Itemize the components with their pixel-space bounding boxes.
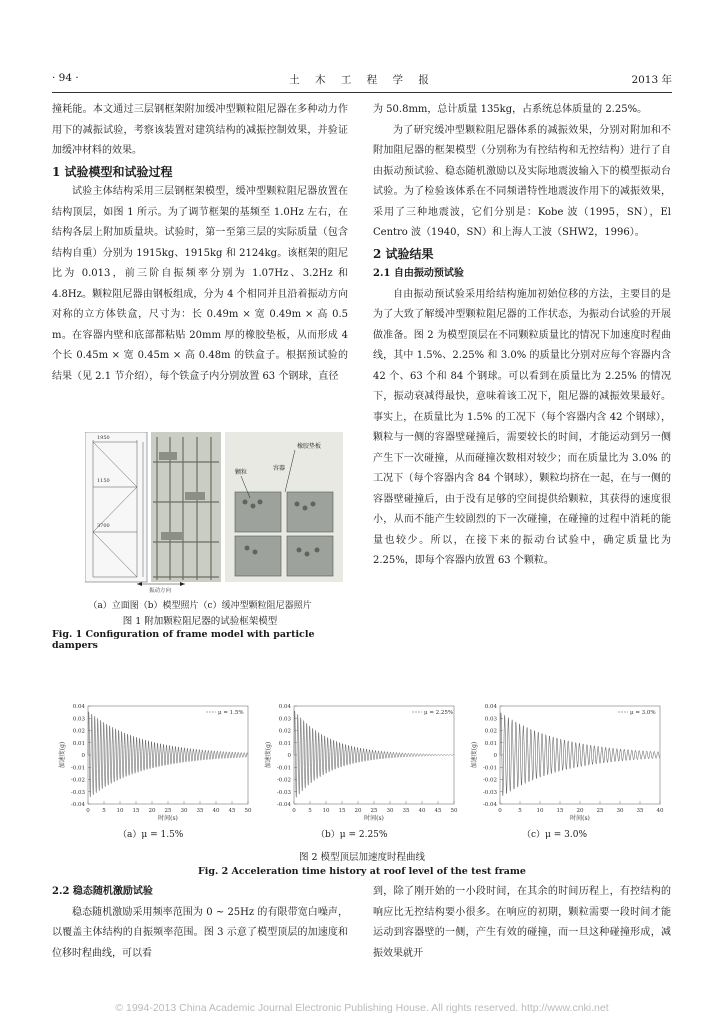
acceleration-series-line [294, 711, 454, 797]
figure-1-caption-cn: 图 1 附加颗粒阻尼器的试验框架模型 [122, 616, 278, 627]
y-tick-label: -0.04 [482, 802, 497, 808]
chart-panel-1 [264, 704, 458, 822]
rubber-label: 橡胶垫板 [297, 443, 322, 450]
acceleration-series-line [500, 713, 660, 796]
figure-2-caption-en: Fig. 2 Acceleration time history at roof level of the test frame [198, 866, 526, 877]
x-tick-label: 20 [148, 808, 156, 814]
x-tick-label: 30 [386, 808, 394, 814]
bottom-right-column [373, 882, 671, 964]
header-rule [52, 92, 672, 93]
y-tick-label: -0.03 [70, 789, 85, 796]
figure-1-image [85, 432, 343, 594]
x-tick-label: 35 [636, 808, 644, 814]
particle-label: 颗粒 [235, 469, 248, 476]
y-tick-label: 0.02 [72, 728, 85, 735]
container-label: 容器 [273, 465, 286, 472]
x-tick-label: 50 [450, 808, 458, 814]
paragraph: 为了研究缓冲型颗粒阻尼器体系的减振效果，分别对附加和不附加阻尼器的框架模型（分别称为有控结构和无控结构）进行了自由振动预试验、稳态随机激励以及实际地震波输入下的模型振动台试验。为了检验该体系在不同频谱特性地震波作用下的减振效果，采用了三种地震波，它们分别是：Kobe 波（1995，SN），El Centro 波（1940，SN）和上海人工波（SHW2，1996）。 [373, 124, 671, 238]
chart-c-subcaption: （c）μ = 3.0% [522, 830, 588, 840]
x-tick-label: 15 [132, 808, 140, 814]
figure-1 [85, 432, 343, 594]
y-tick-label: -0.02 [276, 777, 291, 784]
paragraph: 为 50.8mm，总计质量 135kg，占系统总体质量的 2.25%。 [373, 104, 648, 115]
x-tick-label: 50 [244, 808, 252, 814]
paragraph: 到，除了刚开始的一小段时间，在其余的时间历程上，有控结构的响应比无控结构要小很多。在响应的初期，颗粒需要一段时间才能运动到容器壁的一侧，产生有效的碰撞，而一旦这种碰撞形成，减振效果就开 [373, 886, 671, 959]
x-tick-label: 35 [402, 808, 410, 814]
y-tick-label: 0 [287, 753, 291, 759]
legend-label: μ = 1.5% [218, 710, 244, 716]
figure-2-caption-cn: 图 2 模型顶层加速度时程曲线 [298, 852, 426, 863]
x-tick-label: 25 [370, 808, 378, 814]
section-heading: 2 试验结果 [373, 246, 434, 261]
chart-panel-0 [58, 704, 252, 822]
x-tick-label: 20 [576, 808, 584, 814]
running-header [52, 72, 672, 88]
x-tick-label: 40 [212, 808, 220, 814]
dim-label: 1950 [97, 435, 110, 441]
y-tick-label: 0.04 [484, 704, 497, 710]
x-tick-label: 45 [228, 808, 236, 814]
y-tick-label: -0.04 [276, 802, 291, 808]
x-tick-label: 25 [596, 808, 604, 814]
figure-2-charts [52, 700, 672, 840]
x-tick-label: 10 [116, 808, 124, 814]
x-tick-label: 35 [196, 808, 204, 814]
y-tick-label: 0.03 [278, 716, 291, 723]
dim-label: 3700 [97, 523, 110, 529]
y-tick-label: -0.01 [70, 765, 85, 772]
x-tick-label: 30 [616, 808, 624, 814]
y-tick-label: 0.03 [484, 716, 497, 723]
y-tick-label: 0.01 [484, 740, 497, 747]
x-tick-label: 5 [308, 808, 312, 814]
y-tick-label: 0 [493, 753, 497, 759]
x-tick-label: 15 [338, 808, 346, 814]
paragraph: 自由振动预试验采用给结构施加初始位移的方法，主要目的是为了大致了解缓冲型颗粒阻尼器的工作状态，为振动台试验的开展做准备。图 2 为模型顶层在不同颗粒质量比的情况下加速度时程曲线，其中 1.5%、2.25% 和 3.0% 的质量比分别对应每个容器内含 42 个、63 个和 84 个钢球。可以看到在质量比为 2.25% 的情况下，振动衰减得最快，意味着该工况下，阻尼器的减振效果最好。事实上，在质量比为 1.5% 的工况下（每个容器内含 42 个钢球），颗粒与一侧的容器壁碰撞后，需要较长的时间，才能运动到另一侧产生下一次碰撞，从而碰撞次数相对较少；而在质量比为 3.0% 的工况下（每个容器内含 84 个钢球），颗粒均挤在一起，在与一侧的容器壁碰撞后，由于没有足够的空间提供给颗粒，其获得的速度很小，从而不能产生较剧烈的下一次碰撞，在碰撞的过程中消耗的能量也较少。所以，在接下来的振动台试验中，确定质量比为 2.25%，即每个容器内放置 63 个颗粒。 [373, 288, 671, 566]
paragraph: 稳态随机激励采用频率范围为 0 ~ 25Hz 的有限带宽白噪声，以覆盖主体结构的自振频率范围。图 3 示意了模型顶层的加速度和位移时程曲线，可以看 [52, 906, 348, 959]
left-column [52, 100, 348, 387]
paragraph: 试验主体结构采用三层钢框架模型，缓冲型颗粒阻尼器放置在结构顶层，如图 1 所示。为了调节框架的基频至 1.0Hz 左右，在结构各层上附加质量块。试验时，第一至第三层的实际质量（包含结构自重）分别为 1915kg、1915kg 和 2124kg。该框架的阻尼比为 0.013，前三阶自振频率分别为 1.07Hz、3.2Hz 和 4.8Hz。颗粒阻尼器由钢板组成，分为 4 个相同并且沿着振动方向对称的立方体铁盒，尺寸为：长 0.49m × 宽 0.49m × 高 0.5 m。在容器内壁和底部都粘贴 20mm 厚的橡胶垫板，从而形成 4 个长 0.45m × 宽 0.45m × 高 0.48m 的铁盒子。根据预试验的结果（见 2.1 节介绍），每个铁盒子内分别放置 63 个钢球，直径 [52, 186, 348, 382]
subsection-heading: 2.2 稳态随机激励试验 [52, 886, 153, 897]
x-tick-label: 20 [354, 808, 362, 814]
y-tick-label: -0.02 [70, 777, 85, 784]
right-column [373, 100, 671, 572]
y-tick-label: 0.04 [72, 704, 85, 710]
y-axis-label: 加速度(g) [471, 741, 478, 769]
x-tick-label: 40 [418, 808, 426, 814]
x-tick-label: 40 [656, 808, 664, 814]
y-tick-label: 0.01 [278, 740, 291, 747]
elevation-drawing [85, 432, 147, 582]
legend-label: μ = 3.0% [630, 710, 656, 716]
subsection-heading: 2.1 自由振动预试验 [373, 268, 464, 279]
y-tick-label: -0.03 [276, 789, 291, 796]
chart-b-subcaption: （b）μ = 2.25% [316, 830, 388, 840]
x-tick-label: 5 [102, 808, 106, 814]
y-tick-label: 0.02 [278, 728, 291, 735]
chart-a-subcaption: （a）μ = 1.5% [118, 830, 184, 840]
figure-1-subcaption: （a）立面图（b）模型照片（c）缓冲型颗粒阻尼器照片 [88, 601, 312, 611]
x-axis-label: 时间(s) [158, 815, 178, 822]
page-number: · 94 · [52, 72, 79, 84]
y-tick-label: 0.02 [484, 728, 497, 735]
x-tick-label: 45 [434, 808, 442, 814]
y-tick-label: 0 [81, 753, 85, 759]
y-axis-label: 加速度(g) [265, 741, 272, 769]
y-tick-label: -0.02 [482, 777, 497, 784]
x-axis-label: 时间(s) [364, 815, 384, 822]
journal-title: 土 木 工 程 学 报 [289, 74, 435, 86]
figure-1-caption-en: Fig. 1 Configuration of frame model with particle dampers [52, 629, 315, 651]
acceleration-series-line [88, 712, 248, 797]
year: 2013 年 [631, 74, 672, 86]
x-axis-label: 时间(s) [570, 815, 590, 822]
direction-label: 振动方向 [149, 588, 172, 594]
x-tick-label: 0 [292, 808, 296, 814]
plot-frame [500, 706, 660, 804]
y-tick-label: 0.01 [72, 740, 85, 747]
y-tick-label: -0.01 [276, 765, 291, 772]
legend-label: μ = 2.25% [424, 710, 454, 716]
x-tick-label: 5 [518, 808, 522, 814]
y-tick-label: 0.04 [278, 704, 291, 710]
y-tick-label: -0.03 [482, 789, 497, 796]
x-tick-label: 10 [322, 808, 330, 814]
y-tick-label: 0.03 [72, 716, 85, 723]
x-tick-label: 30 [180, 808, 188, 814]
y-tick-label: -0.01 [482, 765, 497, 772]
x-tick-label: 25 [164, 808, 172, 814]
x-tick-label: 0 [86, 808, 90, 814]
paragraph: 撞耗能。本文通过三层钢框架附加缓冲型颗粒阻尼器在多种动力作用下的减振试验，考察该装置对建筑结构的减振控制效果，并验证加缓冲材料的效果。 [52, 104, 348, 156]
chart-panel-2 [470, 704, 664, 822]
x-tick-label: 15 [556, 808, 564, 814]
copyright-footer: © 1994-2013 China Academic Journal Electronic Publishing House. All rights reserved. http://www.cnki.net [115, 1002, 609, 1014]
dim-label: 1150 [97, 478, 110, 484]
y-tick-label: -0.04 [70, 802, 85, 808]
section-heading: 1 试验模型和试验过程 [52, 164, 173, 179]
x-tick-label: 0 [498, 808, 502, 814]
x-tick-label: 10 [536, 808, 544, 814]
bottom-left-column [52, 882, 348, 964]
y-axis-label: 加速度(g) [59, 741, 66, 769]
